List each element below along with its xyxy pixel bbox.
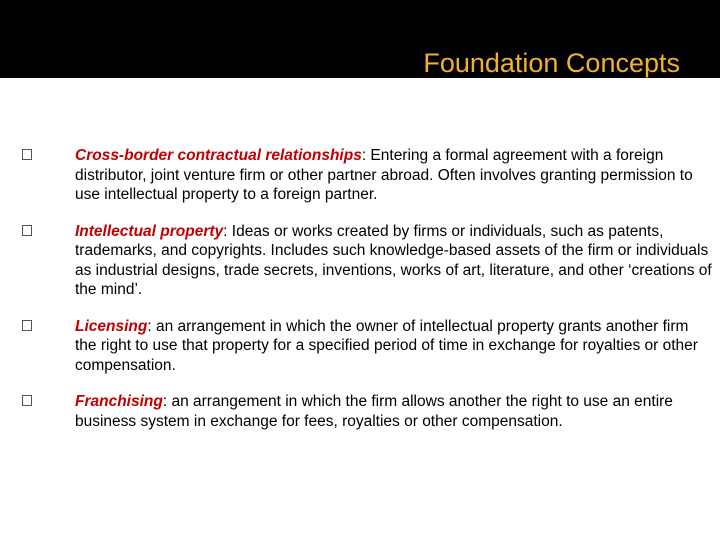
bullet-term: Licensing (75, 317, 148, 335)
bullet-item-licensing (22, 317, 712, 376)
square-bullet-icon (22, 225, 32, 236)
bullet-item-franchising (22, 392, 712, 431)
square-bullet-icon (22, 320, 32, 331)
bullet-term: Cross-border contractual relationships (75, 147, 362, 164)
title-bar (0, 0, 720, 78)
bullet-text: : Ideas or works created by firms or individuals, such as patents, trademarks, and copyrights. Includes such knowledge-based assets of the firm or individuals as industrial designs, trade secrets, inventions, works of art, literature, and other ‘creations of the mind’. (75, 222, 712, 298)
bullet-item-cross-border (22, 146, 712, 205)
bullet-term: Intellectual property (75, 222, 224, 240)
bullet-text: : an arrangement in which the firm allows another the right to use an entire business system in exchange for fees, royalties or other compensation. (75, 393, 673, 430)
bullet-text: : an arrangement in which the owner of intellectual property grants another firm the right to use that property for a specified period of time in exchange for royalties or other compensation. (75, 317, 698, 374)
bullet-term: Franchising (75, 393, 163, 410)
bullet-item-intellectual-property (22, 222, 712, 300)
square-bullet-icon (22, 395, 32, 406)
bullet-text: : Entering a formal agreement with a foreign distributor, joint venture firm or other partner abroad. Often involves granting permission to use intellectual property to a foreign partner. (75, 147, 693, 203)
slide-title: Foundation Concepts (423, 48, 680, 78)
bullet-list (22, 146, 712, 448)
square-bullet-icon (22, 149, 32, 160)
